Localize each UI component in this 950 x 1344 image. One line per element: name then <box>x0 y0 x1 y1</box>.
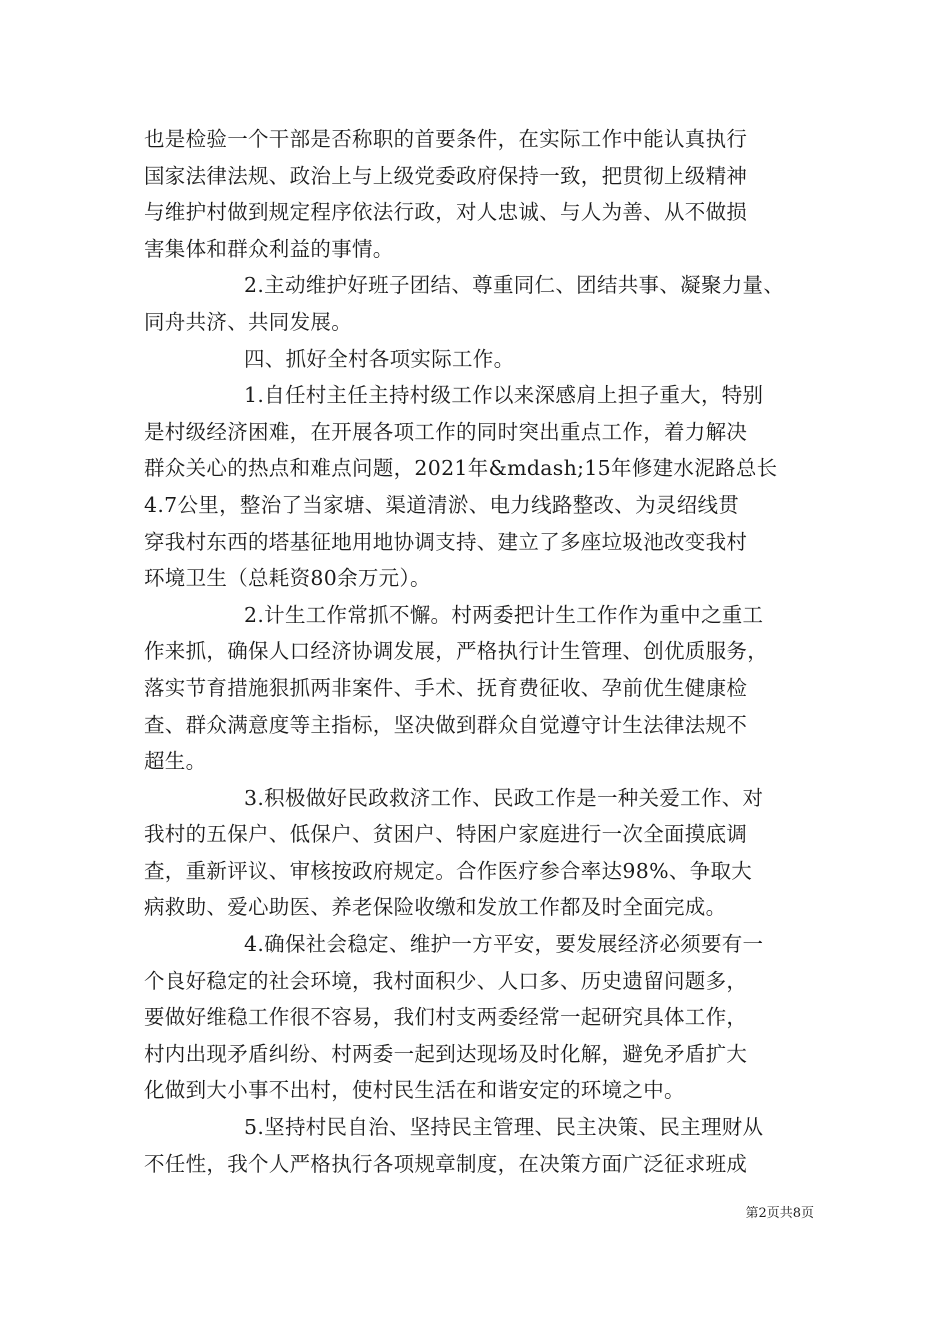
text-line: 个良好稳定的社会环境，我村面积少、人口多、历史遗留问题多， <box>144 968 748 993</box>
text-line: 2.主动维护好班子团结、尊重同仁、团结共事、凝聚力量、 <box>244 273 785 298</box>
text-line: 穿我村东西的塔基征地用地协调支持、建立了多座垃圾池改变我村 <box>144 529 748 554</box>
text-line: 4.确保社会稳定、维护一方平安，要发展经济必须要有一 <box>244 932 764 957</box>
text-line: 查，重新评议、审核按政府规定。合作医疗参合率达98%、争取大 <box>144 858 753 883</box>
page-number: 第2页共8页 <box>745 1206 814 1221</box>
text-line: 1.自任村主任主持村级工作以来深感肩上担子重大，特别 <box>244 383 764 408</box>
text-line: 3.积极做好民政救济工作、民政工作是一种关爱工作、对 <box>244 785 764 810</box>
text-line: 害集体和群众利益的事情。 <box>144 236 394 261</box>
document-body <box>144 121 814 1182</box>
section-heading-text: 四、抓好全村各项实际工作。 <box>244 346 515 371</box>
text-line: 我村的五保户、低保户、贫困户、特困户家庭进行一次全面摸底调 <box>144 822 748 847</box>
text-line: 4.7公里，整治了当家塘、渠道清淤、电力线路整改、为灵绍线贯 <box>144 492 740 517</box>
text-line: 2.计生工作常抓不懈。村两委把计生工作作为重中之重工 <box>244 602 764 627</box>
paragraph-2 <box>144 267 814 340</box>
paragraph-7 <box>144 926 814 1109</box>
text-line: 落实节育措施狠抓两非案件、手术、抚育费征收、孕前优生健康检 <box>144 675 748 700</box>
text-line: 超生。 <box>144 749 207 774</box>
text-line: 国家法律法规、政治上与上级党委政府保持一致，把贯彻上级精神 <box>144 163 748 188</box>
text-line: 是村级经济困难，在开展各项工作的同时突出重点工作，着力解决 <box>144 419 748 444</box>
text-line: 查、群众满意度等主指标，坚决做到群众自觉遵守计生法律法规不 <box>144 712 748 737</box>
text-line: 村内出现矛盾纠纷、村两委一起到达现场及时化解，避免矛盾扩大 <box>144 1041 748 1066</box>
section-heading <box>144 341 814 378</box>
text-line: 不任性，我个人严格执行各项规章制度，在决策方面广泛征求班成 <box>144 1151 748 1176</box>
text-line: 也是检验一个干部是否称职的首要条件，在实际工作中能认真执行 <box>144 127 748 151</box>
paragraph-6 <box>144 780 814 926</box>
text-line: 要做好维稳工作很不容易，我们村支两委经常一起研究具体工作， <box>144 1005 748 1030</box>
paragraph-8 <box>144 1109 814 1182</box>
text-line: 作来抓，确保人口经济协调发展，严格执行计生管理、创优质服务， <box>144 639 768 664</box>
text-line: 环境卫生（总耗资80余万元）。 <box>144 566 431 591</box>
text-line: 同舟共济、共同发展。 <box>144 309 352 334</box>
paragraph-4 <box>144 377 814 597</box>
text-line: 群众关心的热点和难点问题，2021年&mdash;15年修建水泥路总长 <box>144 456 778 481</box>
text-line: 病救助、爱心助医、养老保险收缴和发放工作都及时全面完成。 <box>144 895 727 920</box>
paragraph-1 <box>144 121 814 267</box>
paragraph-5 <box>144 597 814 780</box>
text-line: 与维护村做到规定程序依法行政，对人忠诚、与人为善、从不做损 <box>144 200 748 225</box>
text-line: 5.坚持村民自治、坚持民主管理、民主决策、民主理财从 <box>244 1115 764 1140</box>
text-line: 化做到大小事不出村，使村民生活在和谐安定的环境之中。 <box>144 1078 685 1103</box>
